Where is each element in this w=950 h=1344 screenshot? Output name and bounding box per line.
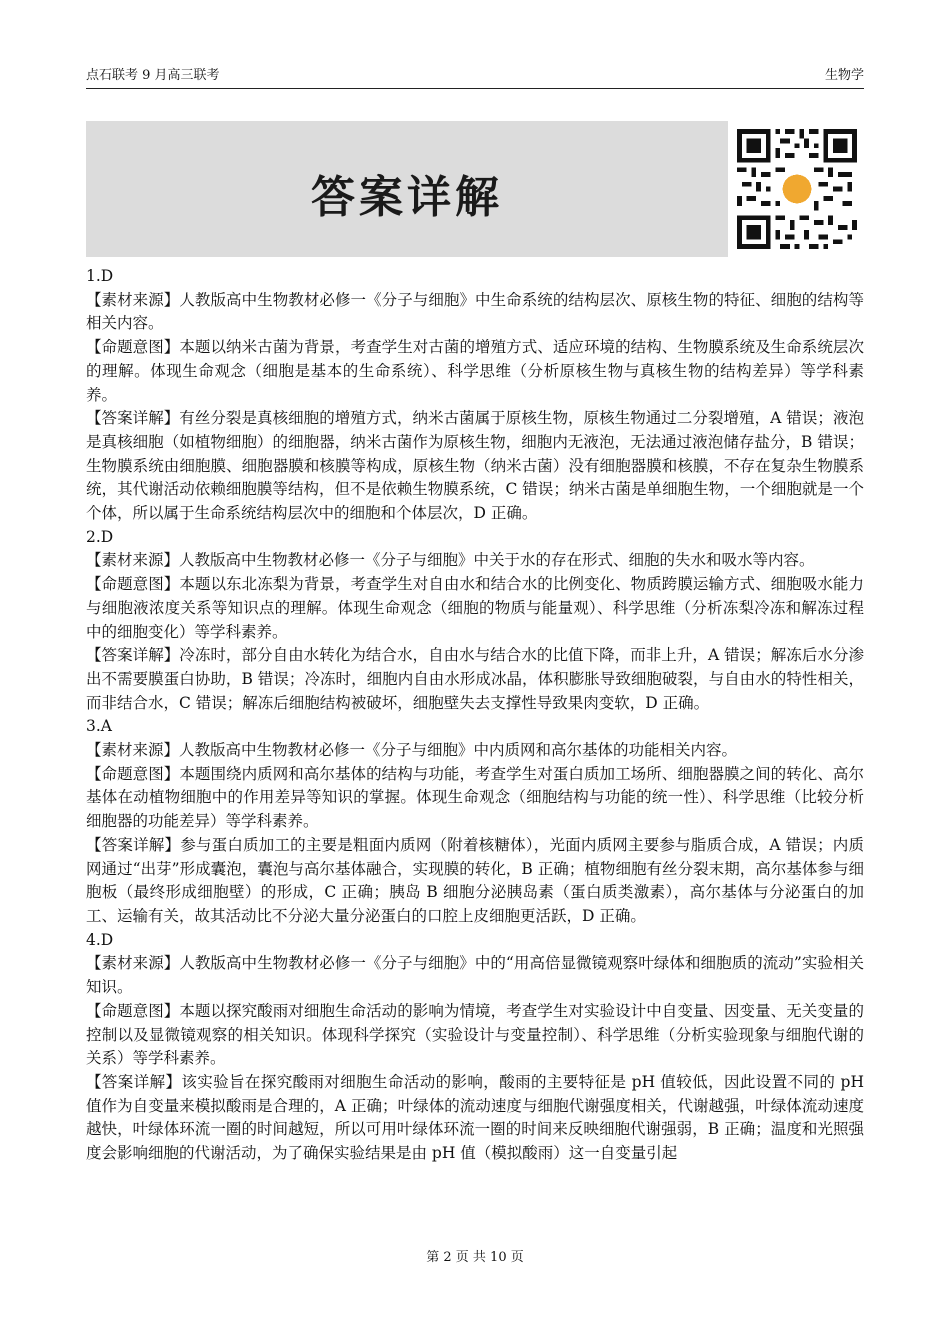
- question-intent: 【命题意图】本题以东北冻梨为背景，考查学生对自由水和结合水的比例变化、物质跨膜运输方式、细胞吸水能力与细胞液浓度关系等知识点的理解。体现生命观念（细胞的物质与能量观）、科学思维（分析冻梨冷冻和解冻过程中的细胞变化）等学科素养。: [86, 575, 864, 641]
- page-header: [86, 66, 864, 89]
- question-intent: 【命题意图】本题以纳米古菌为背景，考查学生对古菌的增殖方式、适应环境的结构、生物膜系统及生命系统层次的理解。体现生命观念（细胞是基本的生命系统）、科学思维（分析原核生物与真核生物的结构差异）等学科素养。: [86, 338, 864, 404]
- answer-content: [86, 265, 864, 1166]
- material-source: 【素材来源】人教版高中生物教材必修一《分子与细胞》中内质网和高尔基体的功能相关内容。: [86, 741, 738, 760]
- answer-explanation: 【答案详解】该实验旨在探究酸雨对细胞生命活动的影响，酸雨的主要特征是 pH 值较低，因此设置不同的 pH 值作为自变量来模拟酸雨是合理的，A 正确；叶绿体的流动速度与细胞代谢强度相关，代谢越强，叶绿体流动速度越快，叶绿体环流一圈的时间越短，所以可用叶绿体环流一圈的时间来反映细胞代谢强弱，B 正确；温度和光照强度会影响细胞的代谢活动，为了确保实验结果是由 pH 值（模拟酸雨）这一自变量引起: [86, 1072, 864, 1163]
- answer-number: 2.D: [86, 527, 114, 546]
- answer-number: 4.D: [86, 930, 114, 949]
- material-source: 【素材来源】人教版高中生物教材必修一《分子与细胞》中关于水的存在形式、细胞的失水和吸水等内容。: [86, 551, 815, 570]
- subject-name: 生物学: [824, 68, 864, 83]
- title-banner: [86, 121, 728, 257]
- answer-explanation: 【答案详解】参与蛋白质加工的主要是粗面内质网（附着核糖体），光面内质网主要参与脂质合成，A 错误；内质网通过“出芽”形成囊泡，囊泡与高尔基体融合，实现膜的转化，B 正确；植物细胞有丝分裂末期，高尔基体参与细胞板（最终形成细胞壁）的形成，C 正确；胰岛 B 细胞分泌胰岛素（蛋白质类激素），高尔基体与分泌蛋白的加工、运输有关，故其活动比不分泌大量分泌蛋白的口腔上皮细胞更活跃，D 正确。: [86, 835, 864, 925]
- exam-name: 点石联考 9 月高三联考: [86, 68, 220, 83]
- material-source: 【素材来源】人教版高中生物教材必修一《分子与细胞》中的“用高倍显微镜观察叶绿体和细胞质的流动”实验相关知识。: [86, 954, 864, 997]
- question-intent: 【命题意图】本题围绕内质网和高尔基体的结构与功能，考查学生对蛋白质加工场所、细胞器膜之间的转化、高尔基体在动植物细胞中的作用差异等知识的掌握。体现生命观念（细胞结构与功能的统一性）、科学思维（比较分析细胞器的功能差异）等学科素养。: [86, 764, 864, 831]
- qr-code-icon[interactable]: [737, 129, 857, 249]
- banner-title: 答案详解: [311, 172, 503, 223]
- answer-number: 1.D: [86, 267, 114, 285]
- answer-explanation: 【答案详解】有丝分裂是真核细胞的增殖方式，纳米古菌属于原核生物，原核生物通过二分裂增殖，A 错误；液泡是真核细胞（如植物细胞）的细胞器，纳米古菌作为原核生物，细胞内无液泡，无法通过液泡储存盐分，B 错误；生物膜系统由细胞膜、细胞器膜和核膜等构成，原核生物（纳米古菌）没有细胞器膜和核膜，不存在复杂生物膜系统，其代谢活动依赖细胞膜等结构，但不是依赖生物膜系统，C 错误；纳米古菌是单细胞生物，一个细胞就是一个个体，所以属于生命系统结构层次中的细胞和个体层次，D 正确。: [86, 409, 864, 523]
- page-number: 第 2 页 共 10 页: [426, 1250, 524, 1265]
- answer-explanation: 【答案详解】冷冻时，部分自由水转化为结合水，自由水与结合水的比值下降，而非上升，A 错误；解冻后水分渗出不需要膜蛋白协助，B 错误；冷冻时，细胞内自由水形成冰晶，体积膨胀导致细胞破裂，与自由水的特性相关，而非结合水，C 错误；解冻后细胞结构被破坏，细胞壁失去支撑性导致果肉变软，D 正确。: [86, 646, 864, 712]
- answer-number: 3.A: [86, 717, 112, 736]
- material-source: 【素材来源】人教版高中生物教材必修一《分子与细胞》中生命系统的结构层次、原核生物的特征、细胞的结构等相关内容。: [86, 290, 864, 333]
- question-intent: 【命题意图】本题以探究酸雨对细胞生命活动的影响为情境，考查学生对实验设计中自变量、因变量、无关变量的控制以及显微镜观察的相关知识。体现科学探究（实验设计与变量控制）、科学思维（分析实验现象与细胞代谢的关系）等学科素养。: [86, 1001, 864, 1068]
